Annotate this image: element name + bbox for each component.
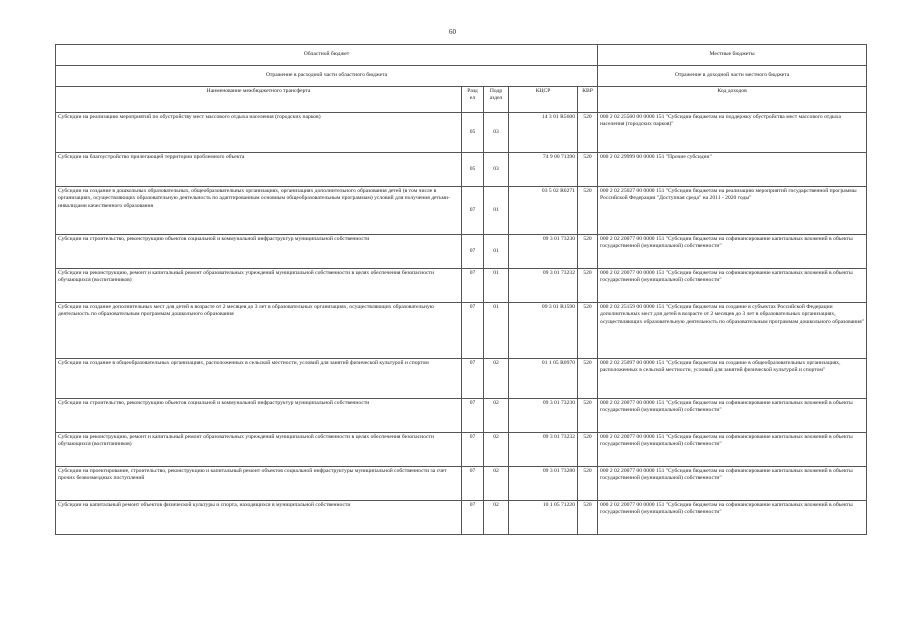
kcsr-cell: 09 3 01 73232 xyxy=(509,433,578,467)
transfer-name-cell: Субсидии на благоустройство прилегающей территории проблемного объекта xyxy=(56,153,462,187)
podr-cell: 01 xyxy=(484,269,509,303)
kvr-cell: 520 xyxy=(578,235,598,269)
income-code-cell: 000 2 02 25097 00 0000 151 "Субсидии бюджетам на создание в общеобразовательных организациях, расположенных в сельской местности, условий для занятий физической культурой и спортом" xyxy=(598,359,867,399)
income-code-cell: 000 2 02 20077 00 0000 151 "Субсидии бюджетам на софинансирование капитальных вложений в объекты государственной (муниципальной) собственности" xyxy=(598,467,867,501)
kvr-cell: 520 xyxy=(578,501,598,535)
podr-cell: 02 xyxy=(484,501,509,535)
income-code-cell: 000 2 02 20077 00 0000 151 "Субсидии бюджетам на софинансирование капитальных вложений в объекты государственной (муниципальной) собственности" xyxy=(598,399,867,433)
kvr-header: КВР xyxy=(578,87,598,113)
podr-header: Подр аздел xyxy=(484,87,509,113)
kvr-cell: 520 xyxy=(578,269,598,303)
income-code-cell: 000 2 02 25159 00 0000 151 "Субсидии бюджетам на создание в субъектах Российской Федерации дополнительных мест для детей в возрасте от 2 месяцев до 3 лет в образовательных организациях, осуществляющих образовательную деятельность по образовательным программам дошкольного образования" xyxy=(598,303,867,359)
razd-cell: 07 xyxy=(462,187,484,235)
razd-cell: 07 xyxy=(462,399,484,433)
razd-header: Разд ел xyxy=(462,87,484,113)
income-code-cell: 000 2 02 20077 00 0000 151 "Субсидии бюджетам на софинансирование капитальных вложений в объекты государственной (муниципальной) собственности" xyxy=(598,235,867,269)
razd-cell: 07 xyxy=(462,303,484,359)
razd-cell: 05 xyxy=(462,113,484,153)
podr-cell: 02 xyxy=(484,433,509,467)
razd-cell: 05 xyxy=(462,153,484,187)
razd-cell: 07 xyxy=(462,269,484,303)
kvr-cell: 520 xyxy=(578,399,598,433)
income-code-cell: 000 2 02 20077 00 0000 151 "Субсидии бюджетам на софинансирование капитальных вложений в объекты государственной (муниципальной) собственности" xyxy=(598,501,867,535)
podr-cell: 01 xyxy=(484,187,509,235)
table-row xyxy=(56,235,867,269)
page-number: 60 xyxy=(449,28,456,36)
income-code-cell: 000 2 02 20077 00 0000 151 "Субсидии бюджетам на софинансирование капитальных вложений в объекты государственной (муниципальной) собственности" xyxy=(598,269,867,303)
kcsr-cell: 09 3 01 73230 xyxy=(509,399,578,433)
transfer-name-cell: Субсидии на реализацию мероприятий по обустройству мест массового отдыха населения (городских парков) xyxy=(56,113,462,153)
regional-budget-header: Областной бюджет xyxy=(56,45,598,66)
table-row xyxy=(56,113,867,153)
kcsr-cell: 09 3 01 R1590 xyxy=(509,303,578,359)
kvr-cell: 520 xyxy=(578,433,598,467)
razd-cell: 07 xyxy=(462,433,484,467)
podr-cell: 02 xyxy=(484,467,509,501)
kcsr-cell: 74 9 00 71390 xyxy=(509,153,578,187)
expense-reflection-header: Отражение в расходной части областного бюджета xyxy=(56,66,598,87)
kcsr-cell: 10 1 05 71220 xyxy=(509,501,578,535)
kvr-cell: 520 xyxy=(578,467,598,501)
table-row xyxy=(56,433,867,467)
local-budgets-header: Местные бюджеты xyxy=(598,45,867,66)
podr-cell: 03 xyxy=(484,153,509,187)
transfer-name-cell: Субсидии на строительство, реконструкцию объектов социальной и коммунальной инфраструктур муниципальной собственности xyxy=(56,399,462,433)
podr-cell: 01 xyxy=(484,235,509,269)
razd-cell: 07 xyxy=(462,467,484,501)
income-code-cell: 000 2 02 29999 00 0000 151 "Прочие субсидии" xyxy=(598,153,867,187)
kcsr-cell: 09 3 01 73230 xyxy=(509,235,578,269)
transfers-table xyxy=(55,44,867,535)
podr-cell: 02 xyxy=(484,359,509,399)
kcsr-cell: 09 3 01 73280 xyxy=(509,467,578,501)
razd-cell: 07 xyxy=(462,235,484,269)
table-row xyxy=(56,467,867,501)
income-code-cell: 000 2 02 25027 00 0000 151 "Субсидии бюджетам на реализацию мероприятий государственной программы Российской Федерации "Доступная среда" на 2011 - 2020 годы" xyxy=(598,187,867,235)
income-code-cell: 000 2 02 20077 00 0000 151 "Субсидии бюджетам на софинансирование капитальных вложений в объекты государственной (муниципальной) собственности" xyxy=(598,433,867,467)
kvr-cell: 520 xyxy=(578,113,598,153)
table-row xyxy=(56,501,867,535)
razd-cell: 07 xyxy=(462,501,484,535)
razd-cell: 07 xyxy=(462,359,484,399)
kcsr-header: КЦСР xyxy=(509,87,578,113)
kvr-cell: 520 xyxy=(578,359,598,399)
podr-cell: 01 xyxy=(484,303,509,359)
table-row xyxy=(56,269,867,303)
podr-cell: 03 xyxy=(484,113,509,153)
income-reflection-header: Отражение в доходной части местного бюджета xyxy=(598,66,867,87)
transfer-name-cell: Субсидии на создание дополнительных мест для детей в возрасте от 2 месяцев до 3 лет в образовательных организациях, осуществляющих образовательную деятельность по образовательным программам дошкольного образования xyxy=(56,303,462,359)
table-row xyxy=(56,303,867,359)
transfer-name-header: Наименование межбюджетного трансферта xyxy=(56,87,462,113)
table-row xyxy=(56,399,867,433)
kcsr-cell: 09 3 01 73232 xyxy=(509,269,578,303)
kcsr-cell: 01 1 05 R0970 xyxy=(509,359,578,399)
transfer-name-cell: Субсидии на реконструкцию, ремонт и капитальный ремонт образовательных учреждений муниципальной собственности в целях обеспечения безопасности обучающихся (воспитанников) xyxy=(56,433,462,467)
kvr-cell: 520 xyxy=(578,153,598,187)
income-code-header: Код доходов xyxy=(598,87,867,113)
kcsr-cell: 14 3 01 R5600 xyxy=(509,113,578,153)
kvr-cell: 520 xyxy=(578,303,598,359)
income-code-cell: 000 2 02 25560 00 0000 151 "Субсидии бюджетам на поддержку обустройства мест массового отдыха населения (городских парков)" xyxy=(598,113,867,153)
transfer-name-cell: Субсидии на проектирование, строительство, реконструкцию и капитальный ремонт объектов социальной инфраструктуры муниципальной собственности за счет прочих безвозмездных поступлений xyxy=(56,467,462,501)
kcsr-cell: 03 5 02 R0271 xyxy=(509,187,578,235)
transfer-name-cell: Субсидии на реконструкцию, ремонт и капитальный ремонт образовательных учреждений муниципальной собственности в целях обеспечения безопасности обучающихся (воспитанников) xyxy=(56,269,462,303)
table-row xyxy=(56,187,867,235)
table-row xyxy=(56,359,867,399)
podr-cell: 02 xyxy=(484,399,509,433)
transfer-name-cell: Субсидии на капитальный ремонт объектов физической культуры и спорта, находящихся в муниципальной собственности xyxy=(56,501,462,535)
table-row xyxy=(56,153,867,187)
transfer-name-cell: Субсидии на создание в дошкольных образовательных, общеобразовательных организациях, организациях дополнительного образования детей (в том числе в организациях, осуществляющих образовательную деятельность по адаптированным основным общеобразовательным программам) условий для получения детьми-инвалидами качественного образования xyxy=(56,187,462,235)
transfer-name-cell: Субсидии на создание в общеобразовательных организациях, расположенных в сельской местности, условий для занятий физической культурой и спортом xyxy=(56,359,462,399)
kvr-cell: 520 xyxy=(578,187,598,235)
transfer-name-cell: Субсидии на строительство, реконструкцию объектов социальной и коммунальной инфраструктур муниципальной собственности xyxy=(56,235,462,269)
